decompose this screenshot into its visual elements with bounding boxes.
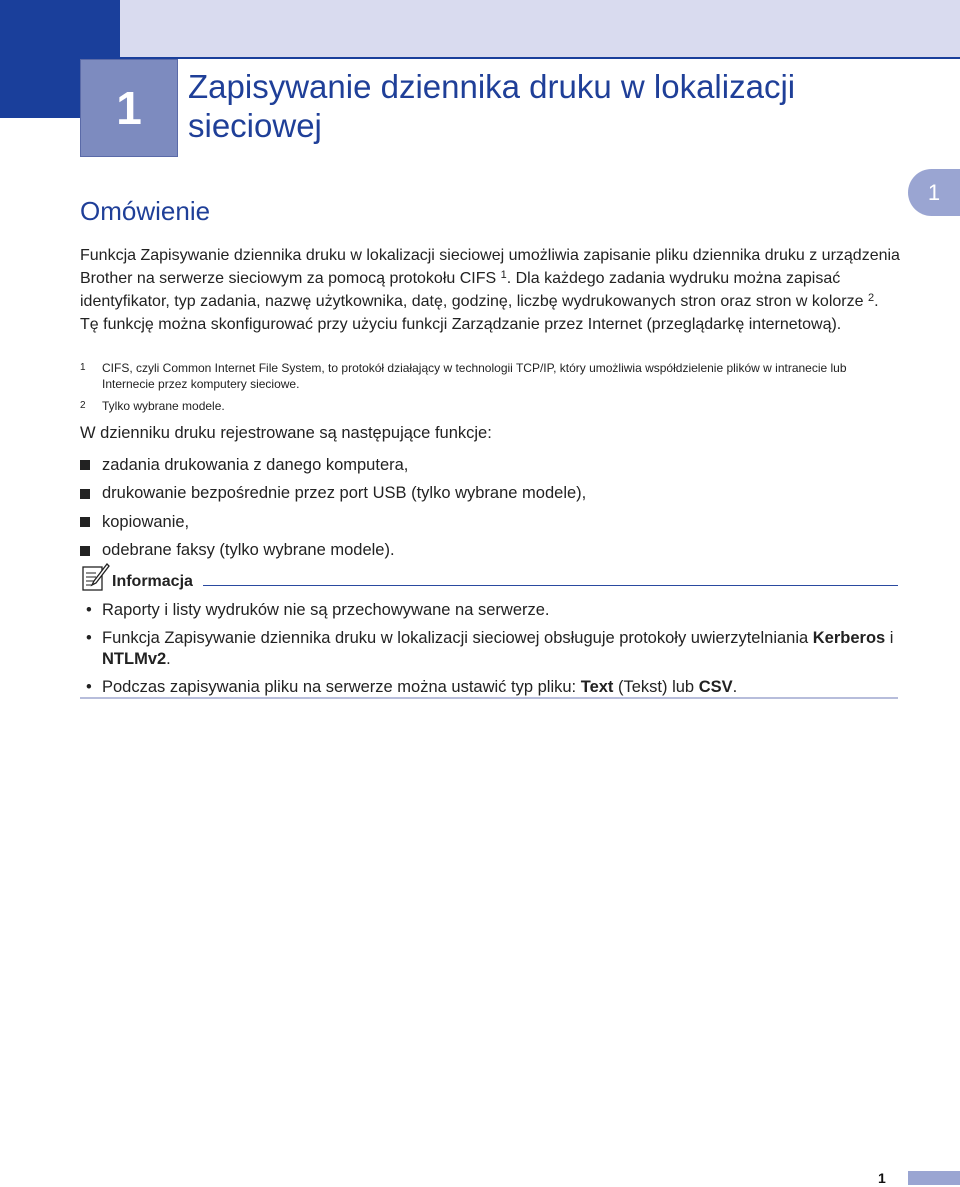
square-bullet-icon [80,489,90,499]
protocol-kerberos: Kerberos [812,629,886,647]
chapter-side-tab: 1 [908,169,960,216]
chapter-number-box: 1 [80,59,178,157]
header-rule [120,57,960,59]
note-list [80,600,898,698]
footnote-item [80,360,900,392]
note-item-text [102,628,898,670]
square-bullet-icon [80,517,90,527]
footnote-text: Tylko wybrane modele. [102,399,225,413]
bullet-icon: • [86,629,92,647]
bullet-icon: • [86,601,92,619]
page-number: 1 [878,1170,886,1186]
footnotes [80,360,900,420]
footnote-ref-2[interactable]: 2 [867,292,875,304]
note-item-text [102,677,737,698]
note-pencil-icon [80,562,110,592]
list-item [80,508,586,537]
list-item-text: odebrane faksy (tylko wybrane modele). [102,541,395,560]
note-label: Informacja [112,573,193,590]
chapter-title: Zapisywanie dziennika druku w lokalizacji sieciowej [188,68,796,144]
intro-text-3: . Tę funkcję można skonfigurować przy użyciu funkcji Zarządzanie przez Internet (przeglądarkę internetową). [80,293,879,333]
header-band [0,0,960,58]
intro-paragraph [80,244,900,336]
note-text: (Tekst) lub [613,678,699,696]
note-text: Podczas zapisywania pliku na serwerze można ustawić typ pliku: [102,678,581,696]
list-item-text: drukowanie bezpośrednie przez port USB (tylko wybrane modele), [102,484,587,503]
note-item [80,600,898,621]
footnote-text: CIFS, czyli Common Internet File System, to protokół działający w technologii TCP/IP, który umożliwia współdzielenie plików w intranecie lub Internecie przez komputery sieciowe. [102,361,847,391]
note-item [80,628,898,670]
intro-text-2: . Dla każdego zadania wydruku można zapisać identyfikator, typ zadania, nazwę użytkownika, datę, godzinę, liczbę wydrukowanych stron oraz stron w kolorze [80,270,868,310]
info-note [80,562,898,705]
section-title: Omówienie [80,196,211,226]
note-text: i [885,629,894,647]
list-item-text: kopiowanie, [102,512,190,531]
page-number-bar [908,1171,960,1185]
note-text: . [732,678,738,696]
protocol-ntlmv2: NTLMv2 [102,650,167,668]
file-type-csv: CSV [698,678,733,696]
note-bottom-rule [80,697,898,699]
footnote-ref-1[interactable]: 1 [500,269,507,281]
file-type-text: Text [580,678,614,696]
recorded-functions-list [80,451,586,565]
note-header [80,562,898,592]
list-item [80,480,586,509]
intro-text-1: Funkcja Zapisywanie dziennika druku w lokalizacji sieciowej umożliwia zapisanie pliku dziennika druku z urządzenia Brother na serwerze sieciowym za pomocą protokołu CIFS [80,247,900,287]
note-rule [203,585,898,586]
note-text: . [166,650,171,668]
square-bullet-icon [80,546,90,556]
footnote-number: 2 [80,400,86,411]
list-item-text: zadania drukowania z danego komputera, [102,455,409,474]
bullet-icon: • [86,678,92,696]
note-item-text [102,600,550,621]
note-text: Funkcja Zapisywanie dziennika druku w lokalizacji sieciowej obsługuje protokoły uwierzytelniania [102,629,813,647]
square-bullet-icon [80,460,90,470]
list-intro: W dzienniku druku rejestrowane są następujące funkcje: [80,424,492,442]
note-item [80,677,898,698]
note-text: Raporty i listy wydruków nie są przechowywane na serwerze. [102,601,550,619]
footnote-number: 1 [80,362,86,373]
list-item [80,537,586,566]
list-item [80,451,586,480]
footnote-item [80,398,900,414]
